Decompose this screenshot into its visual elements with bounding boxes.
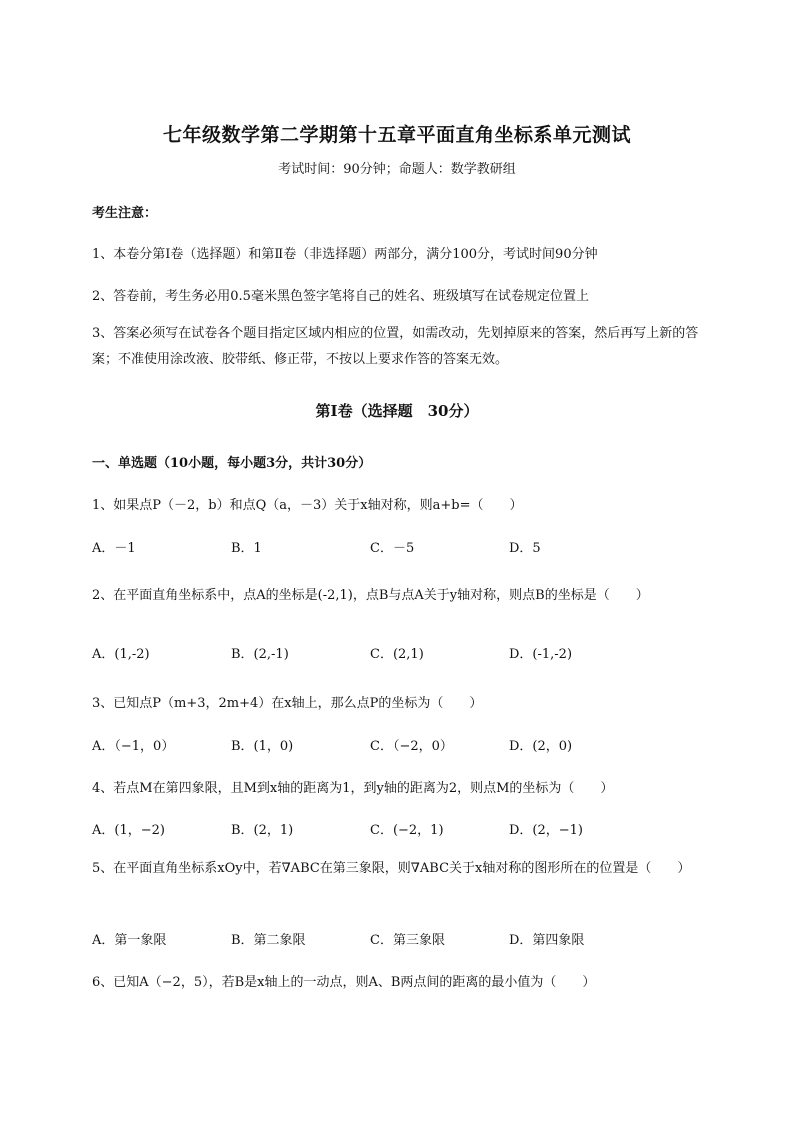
question-4-stem: 4、若点M在第四象限，且M到x轴的距离为1，到y轴的距离为2，则点M的坐标为（ ） xyxy=(92,781,614,796)
notice-item-3: 3、答案必须写在试卷各个题目指定区域内相应的位置，如需改动，先划掉原来的答案，然后再写上新的答案；不准使用涂改液、胶带纸、修正带，不按以上要求作答的答案无效。 xyxy=(92,326,699,367)
question-2-option-b: B．(2,-1) xyxy=(231,647,289,662)
question-2-option-c: C．(2,1) xyxy=(370,647,424,662)
question-4-option-d: D．(2，−1) xyxy=(509,823,584,838)
question-4-option-c: C．(−2，1) xyxy=(370,823,444,838)
notice-item-2: 2、答卷前，考生务必用0.5毫米黑色签字笔将自己的姓名、班级填写在试卷规定位置上 xyxy=(92,289,589,304)
question-3-stem: 3、已知点P（m+3，2m+4）在x轴上，那么点P的坐标为（ ） xyxy=(92,696,483,711)
question-3-option-c: C．（−2，0） xyxy=(370,739,453,754)
question-3-option-a: A．（−1，0） xyxy=(92,739,175,754)
question-2-option-d: D．(-1,-2) xyxy=(509,647,573,662)
section-title: 第Ⅰ卷（选择题 30分） xyxy=(315,402,479,420)
question-3-option-d: D．(2，0) xyxy=(509,739,573,754)
question-4-option-a: A．(1，−2) xyxy=(92,823,165,838)
page-subtitle: 考试时间：90分钟；命题人：数学教研组 xyxy=(278,162,516,177)
question-6-stem: 6、已知A（−2，5），若B是x轴上的一动点，则A、B两点间的距离的最小值为（ ） xyxy=(92,975,596,990)
question-1-option-b: B．1 xyxy=(231,541,262,556)
question-1-option-d: D．5 xyxy=(509,541,541,556)
question-2-option-a: A．(1,-2) xyxy=(92,647,150,662)
part-heading: 一、单选题（10小题，每小题3分，共计30分） xyxy=(92,456,372,471)
question-1-stem: 1、如果点P（－2，b）和点Q（a，－3）关于x轴对称，则a+b=（ ） xyxy=(92,498,523,513)
question-5-option-d: D．第四象限 xyxy=(509,933,585,948)
question-4-option-b: B．(2，1) xyxy=(231,823,294,838)
question-2-stem: 2、在平面直角坐标系中，点A的坐标是(-2,1)，点B与点A关于y轴对称，则点B的坐标是（ ） xyxy=(92,588,649,603)
question-1-option-c: C．－5 xyxy=(370,541,415,556)
notice-heading: 考生注意： xyxy=(92,206,158,221)
question-5-option-c: C．第三象限 xyxy=(370,933,445,948)
question-5-stem: 5、在平面直角坐标系xOy中，若∇ABC在第三象限，则∇ABC关于x轴对称的图形所在的位置是（ ） xyxy=(92,861,691,876)
question-5-option-b: B．第二象限 xyxy=(231,933,306,948)
question-3-option-b: B．(1，0) xyxy=(231,739,294,754)
question-5-option-a: A．第一象限 xyxy=(92,933,167,948)
notice-item-1: 1、本卷分第Ⅰ卷（选择题）和第Ⅱ卷（非选择题）两部分，满分100分，考试时间90分钟 xyxy=(92,247,598,262)
page-title: 七年级数学第二学期第十五章平面直角坐标系单元测试 xyxy=(162,124,631,146)
question-1-option-a: A．－1 xyxy=(92,541,136,556)
